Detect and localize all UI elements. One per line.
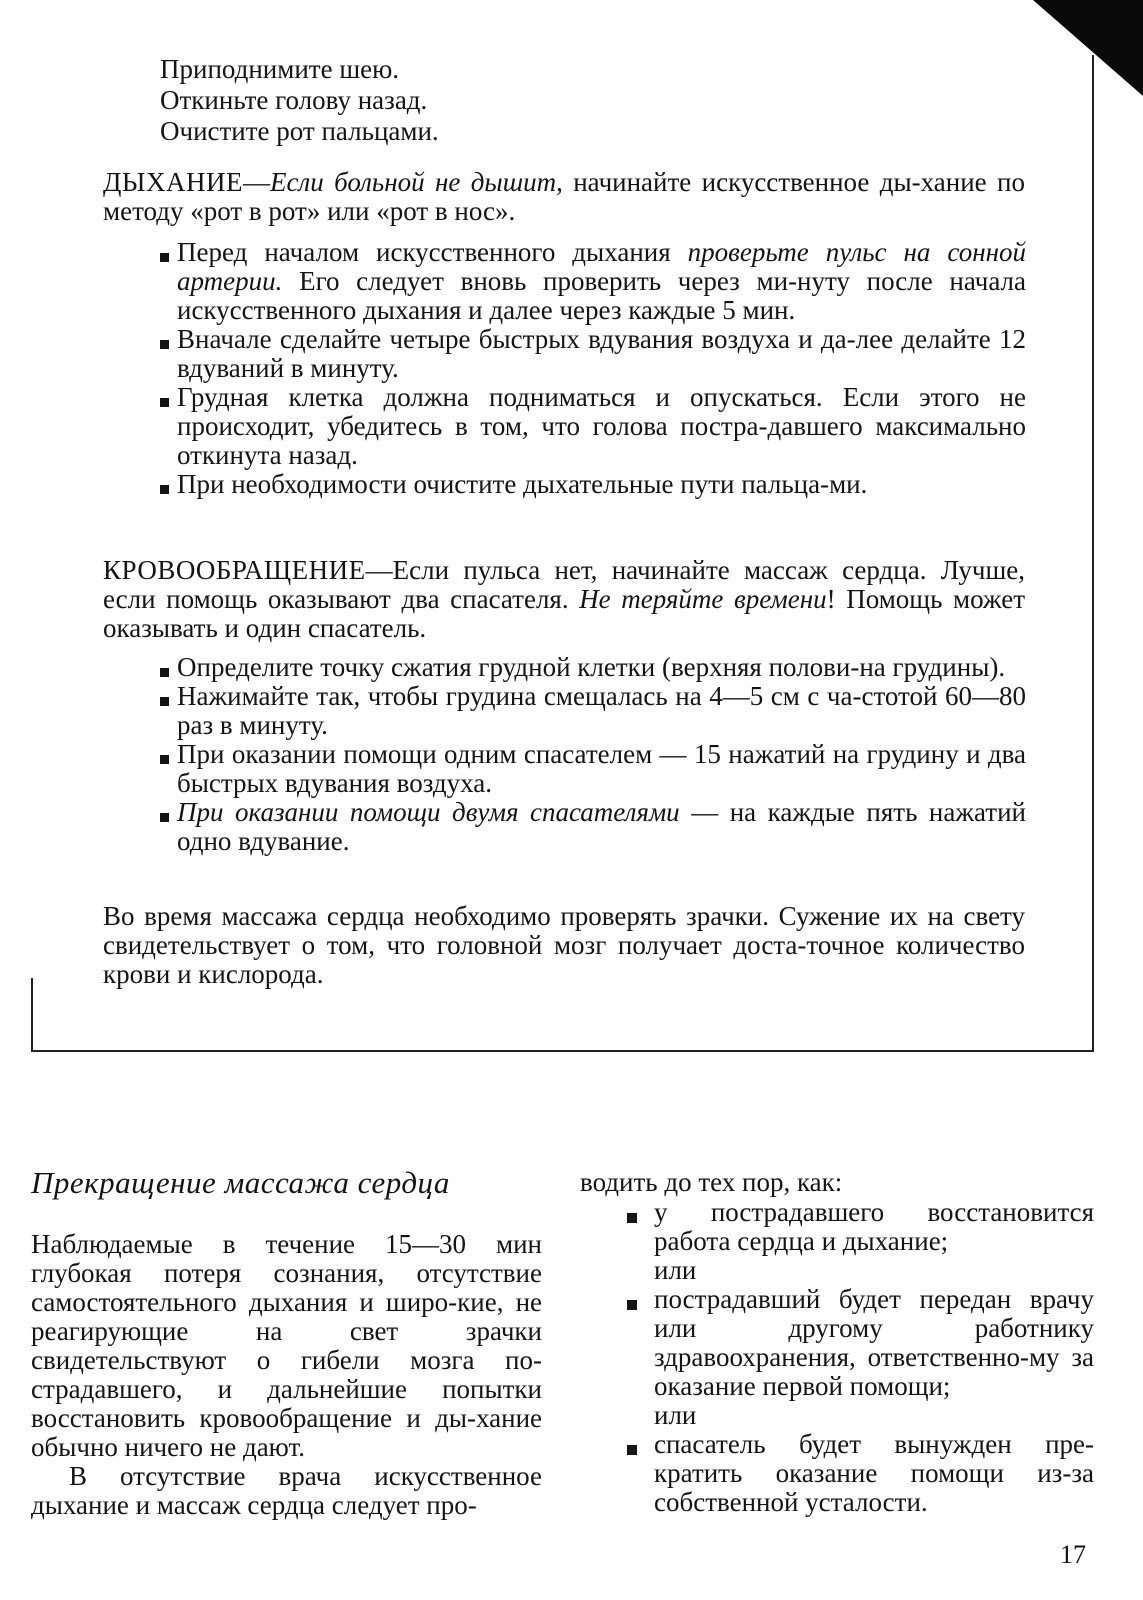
circulation-italic: Не теряйте времени: [579, 584, 827, 614]
list-item: При оказании помощи одним спасателем — 15 нажатий на грудину и два быстрых вдувания воздуха.: [160, 740, 1026, 798]
stopping-paragraph-2: В отсутствие врача искусственное дыхание и массаж сердца следует про-: [31, 1461, 542, 1520]
list-item: пострадавший будет передан врачу или другому работнику здравоохранения, ответственно-му за оказание первой помощи; или: [624, 1285, 1094, 1430]
intro-steps: [160, 54, 439, 147]
list-item: Грудная клетка должна подниматься и опускаться. Если этого не происходит, убедитесь в том, что голова постра-давшего максимально откинута назад.: [160, 383, 1026, 470]
right-column-lead: водить до тех пор, как:: [580, 1167, 843, 1197]
intro-step: Откиньте голову назад.: [160, 85, 428, 115]
stop-conditions-list: [624, 1198, 1094, 1517]
list-item: у пострадавшего восстановится работа сердца и дыхание; или: [624, 1198, 1094, 1285]
pupils-paragraph: Во время массажа сердца необходимо проверять зрачки. Сужение их на свету свидетельствует о том, что головной мозг получает доста-точное количество крови и кислорода.: [103, 901, 1025, 989]
circulation-paragraph: КРОВООБРАЩЕНИЕ—Если пульса нет, начинайте массаж сердца. Лучше, если помощь оказывают два спасателя. Не теряйте времени! Помощь может оказывать и один спасатель.: [103, 555, 1025, 643]
intro-step: Приподнимите шею.: [160, 54, 400, 84]
circulation-bullet-list: [160, 653, 1026, 856]
frame-border-bottom: [31, 1050, 1094, 1052]
left-column: [31, 1230, 542, 1520]
breathing-heading: ДЫХАНИЕ: [103, 167, 243, 197]
intro-step: Очистите рот пальцами.: [160, 116, 439, 146]
list-item: При оказании помощи двумя спасателями — на каждые пять нажатий одно вдувание.: [160, 798, 1026, 856]
section-title: Прекращение массажа сердца: [31, 1165, 450, 1200]
circulation-heading: КРОВООБРАЩЕНИЕ: [103, 555, 366, 585]
stopping-paragraph: Наблюдаемые в течение 15—30 мин глубокая потеря сознания, отсутствие самостоятельного дыхания и широ-кие, не реагирующие на свет зрачки свидетельствуют о гибели мозга по-страдавшего, и дальнейшие попытки восстановить кровообращение и ды-хание обычно ничего не дают.: [31, 1229, 542, 1462]
frame-border-left: [31, 978, 33, 1052]
list-item: спасатель будет вынужден пре-кратить оказание помощи из-за собственной усталости.: [624, 1430, 1094, 1517]
page-number: 17: [1060, 1540, 1086, 1569]
breathing-italic: Если больной не дышит: [269, 167, 557, 197]
list-item: Нажимайте так, чтобы грудина смещалась на 4—5 см с ча-стотой 60—80 раз в минуту.: [160, 682, 1026, 740]
list-item: Перед началом искусственного дыхания проверьте пульс на сонной артерии. Его следует вновь проверить через ми-нуту после начала искусственного дыхания и далее через каждые 5 мин.: [160, 238, 1026, 325]
list-item: Определите точку сжатия грудной клетки (верхняя полови-на грудины).: [160, 653, 1026, 682]
list-item: При необходимости очистите дыхательные пути пальца-ми.: [160, 470, 1026, 499]
corner-triangle: [1033, 0, 1143, 96]
breathing-paragraph: ДЫХАНИЕ—Если больной не дышит, начинайте искусственное ды-хание по методу «рот в рот» или «рот в нос».: [103, 167, 1025, 226]
breathing-bullet-list: [160, 238, 1026, 499]
list-item: Вначале сделайте четыре быстрых вдувания воздуха и да-лее делайте 12 вдуваний в минуту.: [160, 325, 1026, 383]
frame-border-right: [1092, 55, 1094, 1050]
